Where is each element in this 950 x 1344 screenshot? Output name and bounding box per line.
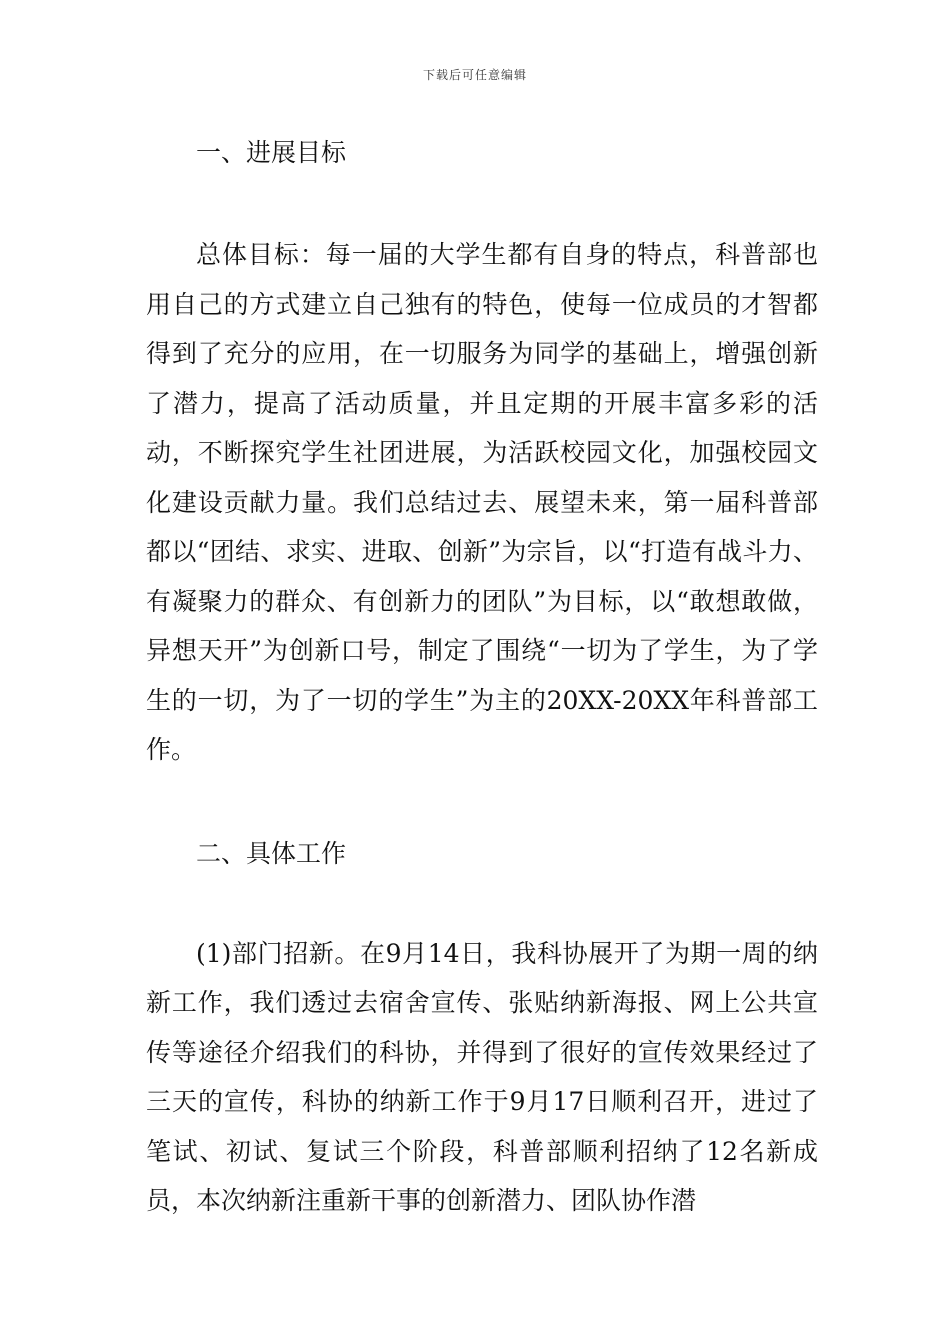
section-paragraph-goals: 总体目标：每一届的大学生都有自身的特点，科普部也用自己的方式建立自己独有的特色，使每一位成员的才智都得到了充分的应用，在一切服务为同学的基础上，增强创新了潜力，提高了活动质量，并且定期的开展丰富多彩的活动，不断探究学生社团进展，为活跃校园文化，加强校园文化建设贡献力量。我们总结过去、展望未来，第一届科普部都以“团结、求实、进取、创新”为宗旨，以“打造有战斗力、有凝聚力的群众、有创新力的团队”为目标，以“敢想敢做，异想天开”为创新口号，制定了围绕“一切为了学生，为了学生的一切，为了一切的学生”为主的20XX-20XX年科普部工作。 [146, 240, 818, 764]
page-header-note: 下载后可任意编辑 [422, 68, 527, 82]
section-heading-goals: 一、进展目标 [196, 138, 347, 167]
document-body [146, 128, 818, 1226]
section-heading-work: 二、具体工作 [196, 838, 347, 868]
section-paragraph-work: (1)部门招新。在9月14日，我科协展开了为期一周的纳新工作，我们透过去宿舍宣传、张贴纳新海报、网上公共宣传等途径介绍我们的科协，并得到了很好的宣传效果经过了三天的宣传，科协的纳新工作于9月17日顺利召开，进过了笔试、初试、复试三个阶段，科普部顺利招纳了12名新成员，本次纳新注重新干事的创新潜力、团队协作潜 [146, 938, 818, 1215]
